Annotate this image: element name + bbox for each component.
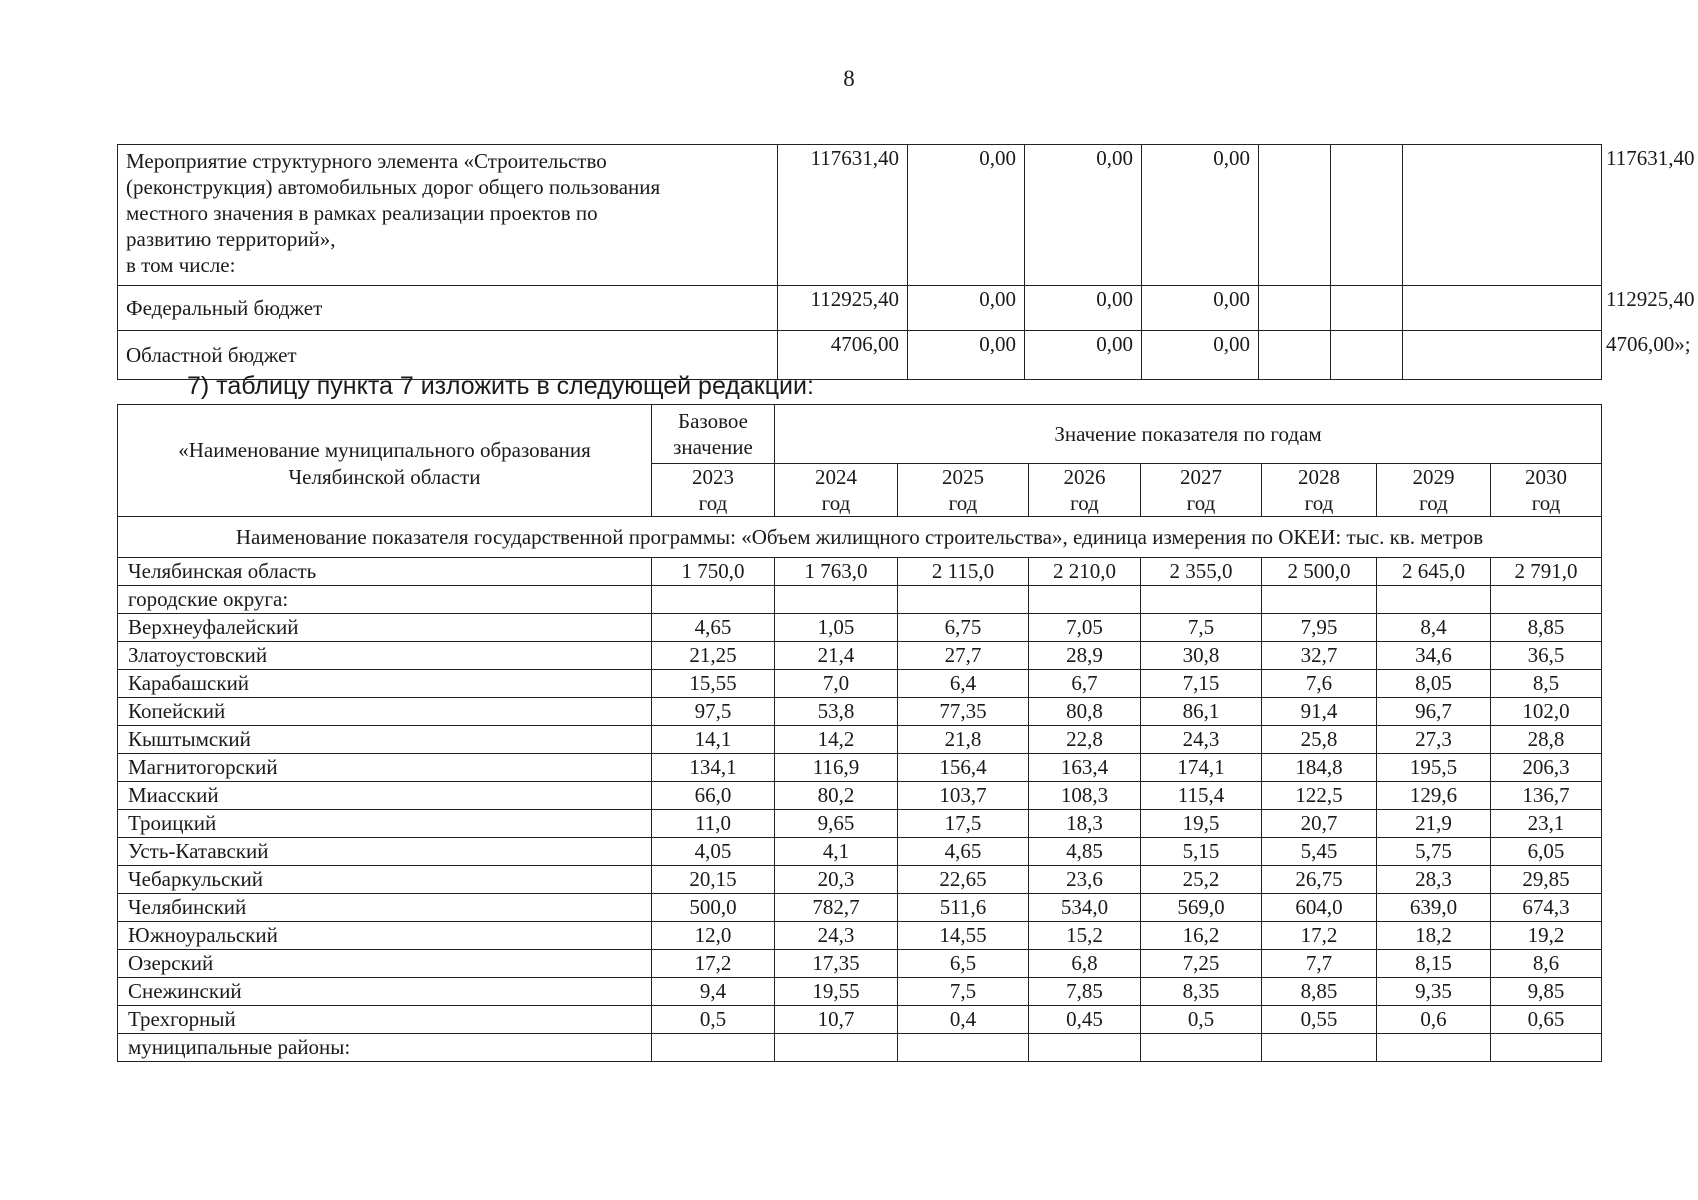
value-cell: 174,1: [1141, 754, 1262, 782]
value-cell: 29,85: [1491, 866, 1602, 894]
municipality-name: Кыштымский: [118, 726, 652, 754]
value-cell: 2 355,0: [1141, 558, 1262, 586]
value-cell: 0,55: [1262, 1006, 1377, 1034]
budget-value-cell: 0,00: [908, 145, 1025, 286]
value-cell: [1029, 586, 1141, 614]
municipality-name: Челябинский: [118, 894, 652, 922]
value-cell: 34,6: [1377, 642, 1491, 670]
value-cell: 1 763,0: [775, 558, 898, 586]
value-cell: [1491, 1034, 1602, 1062]
value-cell: 511,6: [898, 894, 1029, 922]
value-cell: 8,6: [1491, 950, 1602, 978]
municipality-name: Миасский: [118, 782, 652, 810]
value-cell: 604,0: [1262, 894, 1377, 922]
municipality-name: Снежинский: [118, 978, 652, 1006]
table-row: [118, 1034, 1602, 1062]
value-cell: [898, 586, 1029, 614]
value-cell: 25,2: [1141, 866, 1262, 894]
value-cell: 0,45: [1029, 1006, 1141, 1034]
value-cell: 8,05: [1377, 670, 1491, 698]
year-label: 2030: [1525, 465, 1568, 489]
value-cell: [1377, 1034, 1491, 1062]
value-cell: 5,15: [1141, 838, 1262, 866]
year-label: 2029: [1412, 465, 1455, 489]
budget-value-cell: [1259, 145, 1331, 286]
value-cell: 7,05: [1029, 614, 1141, 642]
value-cell: 103,7: [898, 782, 1029, 810]
value-cell: 116,9: [775, 754, 898, 782]
value-cell: 6,05: [1491, 838, 1602, 866]
value-cell: 14,55: [898, 922, 1029, 950]
budget-row: Областной бюджет 4706,00 0,00 0,00 0,00 4706,00»;: [118, 331, 1602, 380]
value-cell: 136,7: [1491, 782, 1602, 810]
year-header-cell: [1141, 464, 1262, 517]
value-cell: 122,5: [1262, 782, 1377, 810]
value-cell: 8,85: [1491, 614, 1602, 642]
value-cell: 6,4: [898, 670, 1029, 698]
municipality-name: Магнитогорский: [118, 754, 652, 782]
budget-value-cell: [1331, 145, 1403, 286]
municipality-name: Златоустовский: [118, 642, 652, 670]
value-cell: 0,6: [1377, 1006, 1491, 1034]
budget-value-cell: 0,00: [1142, 286, 1259, 331]
municipality-header-line2: Челябинской области: [288, 464, 481, 489]
value-cell: 102,0: [1491, 698, 1602, 726]
table-row: [118, 1006, 1602, 1034]
value-cell: 115,4: [1141, 782, 1262, 810]
budget-value-cell: [1331, 331, 1403, 380]
value-cell: 0,65: [1491, 1006, 1602, 1034]
municipality-name: городские округа:: [118, 586, 652, 614]
value-cell: 782,7: [775, 894, 898, 922]
value-cell: 53,8: [775, 698, 898, 726]
budget-value-cell: [1331, 286, 1403, 331]
value-cell: 15,55: [652, 670, 775, 698]
value-cell: 108,3: [1029, 782, 1141, 810]
budget-value-cell: 0,00: [1025, 145, 1142, 286]
value-cell: 22,65: [898, 866, 1029, 894]
value-cell: 97,5: [652, 698, 775, 726]
value-cell: 2 791,0: [1491, 558, 1602, 586]
municipality-name: Южноуральский: [118, 922, 652, 950]
value-cell: 21,8: [898, 726, 1029, 754]
table-row: [118, 754, 1602, 782]
year-header-cell: [652, 464, 775, 517]
value-cell: 66,0: [652, 782, 775, 810]
value-cell: 80,2: [775, 782, 898, 810]
value-cell: 14,1: [652, 726, 775, 754]
value-cell: 0,5: [652, 1006, 775, 1034]
municipality-name: Трехгорный: [118, 1006, 652, 1034]
value-cell: 17,2: [652, 950, 775, 978]
value-cell: 5,45: [1262, 838, 1377, 866]
budget-value-cell: [1403, 286, 1602, 331]
budget-row: Мероприятие структурного элемента «Строительство (реконструкция) автомобильных дорог общего пользования местного значения в рамках реализации проектов по развитию территорий», в том числе: 117631,40 0,00 0,00 0,00 117631,40: [118, 145, 1602, 286]
value-cell: [1377, 586, 1491, 614]
budget-row-name-line: Мероприятие структурного элемента «Строительство: [126, 149, 607, 173]
year-suffix-label: год: [1070, 491, 1099, 515]
value-cell: 11,0: [652, 810, 775, 838]
value-cell: 0,5: [1141, 1006, 1262, 1034]
municipality-column-header: [118, 405, 652, 517]
table-row: [118, 922, 1602, 950]
table-row: [118, 978, 1602, 1006]
value-cell: 23,6: [1029, 866, 1141, 894]
value-cell: [652, 1034, 775, 1062]
base-header-line1: Базовое: [678, 409, 748, 433]
value-cell: 96,7: [1377, 698, 1491, 726]
year-label: 2024: [815, 465, 857, 489]
value-cell: 15,2: [1029, 922, 1141, 950]
value-cell: 19,55: [775, 978, 898, 1006]
year-header-cell: [1377, 464, 1491, 517]
value-cell: [1141, 1034, 1262, 1062]
year-label: 2025: [942, 465, 984, 489]
value-cell: 25,8: [1262, 726, 1377, 754]
budget-row-name-line: развитию территорий»,: [126, 227, 336, 251]
municipality-name: Копейский: [118, 698, 652, 726]
value-cell: [775, 586, 898, 614]
table-row: [118, 726, 1602, 754]
value-cell: 22,8: [1029, 726, 1141, 754]
value-cell: 17,35: [775, 950, 898, 978]
value-cell: 21,9: [1377, 810, 1491, 838]
value-cell: 7,15: [1141, 670, 1262, 698]
table-row: [118, 894, 1602, 922]
page-number: 8: [843, 66, 855, 91]
value-cell: 2 115,0: [898, 558, 1029, 586]
value-cell: 5,75: [1377, 838, 1491, 866]
year-suffix-label: год: [1419, 491, 1448, 515]
table-row: [118, 586, 1602, 614]
table-row: [118, 670, 1602, 698]
value-cell: 129,6: [1377, 782, 1491, 810]
value-cell: 6,75: [898, 614, 1029, 642]
year-header-cell: [1029, 464, 1141, 517]
value-cell: 28,3: [1377, 866, 1491, 894]
budget-value-cell: 0,00: [1142, 331, 1259, 380]
budget-value-cell: 0,00: [908, 286, 1025, 331]
value-cell: 17,5: [898, 810, 1029, 838]
value-cell: 9,65: [775, 810, 898, 838]
value-cell: 6,7: [1029, 670, 1141, 698]
value-cell: 19,2: [1491, 922, 1602, 950]
year-label: 2023: [692, 465, 734, 489]
budget-row-name-line: в том числе:: [126, 253, 236, 277]
value-cell: 17,2: [1262, 922, 1377, 950]
value-cell: [1029, 1034, 1141, 1062]
value-cell: 26,75: [1262, 866, 1377, 894]
budget-value-cell: [1259, 286, 1331, 331]
municipality-header-line1: «Наименование муниципального образования: [178, 437, 591, 462]
header-row-1: [118, 405, 1602, 464]
value-cell: 21,25: [652, 642, 775, 670]
value-cell: 20,3: [775, 866, 898, 894]
table-row: [118, 698, 1602, 726]
budget-value-cell: 0,00: [1142, 145, 1259, 286]
year-suffix-label: год: [1531, 491, 1561, 515]
year-label: 2027: [1180, 465, 1222, 489]
value-cell: 7,25: [1141, 950, 1262, 978]
year-header-cell: [1262, 464, 1377, 517]
value-cell: 7,0: [775, 670, 898, 698]
value-cell: 14,2: [775, 726, 898, 754]
budget-row-name: [118, 145, 778, 286]
table-row: [118, 838, 1602, 866]
table-row: [118, 558, 1602, 586]
value-cell: 674,3: [1491, 894, 1602, 922]
year-header-cell: [775, 464, 898, 517]
budget-value-cell: 0,00: [1025, 286, 1142, 331]
value-cell: 7,5: [898, 978, 1029, 1006]
housing-construction-table: [117, 404, 1602, 1062]
value-cell: 134,1: [652, 754, 775, 782]
value-cell: 24,3: [1141, 726, 1262, 754]
year-suffix-label: год: [948, 491, 978, 515]
value-cell: 7,6: [1262, 670, 1377, 698]
value-cell: 534,0: [1029, 894, 1141, 922]
instruction-text: 7) таблицу пункта 7 изложить в следующей редакции:: [187, 372, 814, 400]
value-cell: 36,5: [1491, 642, 1602, 670]
table-row: [118, 782, 1602, 810]
budget-row-name-line: Областной бюджет: [126, 343, 297, 367]
value-cell: 7,7: [1262, 950, 1377, 978]
table-row: [118, 866, 1602, 894]
budget-value-cell: [1259, 331, 1331, 380]
value-cell: 4,65: [652, 614, 775, 642]
value-cell: 4,05: [652, 838, 775, 866]
value-cell: 27,7: [898, 642, 1029, 670]
year-header-cell: [898, 464, 1029, 517]
value-cell: 1,05: [775, 614, 898, 642]
value-cell: 7,85: [1029, 978, 1141, 1006]
budget-value-cell: 112925,40: [778, 286, 908, 331]
value-cell: 20,7: [1262, 810, 1377, 838]
value-cell: 10,7: [775, 1006, 898, 1034]
value-cell: 184,8: [1262, 754, 1377, 782]
value-cell: 23,1: [1491, 810, 1602, 838]
municipality-name: Верхнеуфалейский: [118, 614, 652, 642]
year-suffix-label: год: [1304, 491, 1334, 515]
budget-row-name: [118, 286, 778, 331]
value-cell: 569,0: [1141, 894, 1262, 922]
indicator-row: [118, 517, 1602, 558]
value-cell: 27,3: [1377, 726, 1491, 754]
year-suffix-label: год: [1186, 491, 1216, 515]
budget-row: Федеральный бюджет 112925,40 0,00 0,00 0,00 112925,40: [118, 286, 1602, 331]
value-cell: 8,15: [1377, 950, 1491, 978]
year-header-cell: [1491, 464, 1602, 517]
value-cell: 8,4: [1377, 614, 1491, 642]
value-cell: 32,7: [1262, 642, 1377, 670]
value-cell: 500,0: [652, 894, 775, 922]
budget-row-name-line: (реконструкция) автомобильных дорог общего пользования: [126, 175, 661, 199]
budget-value-cell: 117631,40: [778, 145, 908, 286]
values-by-year-header: Значение показателя по годам: [775, 405, 1602, 464]
value-cell: [1262, 1034, 1377, 1062]
budget-value-cell: 4706,00: [778, 331, 908, 380]
base-header-line2: значение: [673, 435, 753, 459]
value-cell: 19,5: [1141, 810, 1262, 838]
value-cell: [898, 1034, 1029, 1062]
value-cell: 6,5: [898, 950, 1029, 978]
budget-value-cell: 0,00: [908, 331, 1025, 380]
value-cell: 8,35: [1141, 978, 1262, 1006]
value-cell: 24,3: [775, 922, 898, 950]
value-cell: 206,3: [1491, 754, 1602, 782]
value-cell: [652, 586, 775, 614]
value-cell: [775, 1034, 898, 1062]
year-label: 2028: [1298, 465, 1340, 489]
value-cell: 9,4: [652, 978, 775, 1006]
budget-row-name-line: Федеральный бюджет: [126, 296, 323, 320]
value-cell: 91,4: [1262, 698, 1377, 726]
value-cell: 4,85: [1029, 838, 1141, 866]
value-cell: 28,9: [1029, 642, 1141, 670]
value-cell: 639,0: [1377, 894, 1491, 922]
municipality-name: Челябинская область: [118, 558, 652, 586]
value-cell: 4,1: [775, 838, 898, 866]
budget-value-cell: [1403, 331, 1602, 380]
value-cell: [1141, 586, 1262, 614]
municipality-name: Карабашский: [118, 670, 652, 698]
value-cell: 21,4: [775, 642, 898, 670]
value-cell: 9,85: [1491, 978, 1602, 1006]
value-cell: 8,5: [1491, 670, 1602, 698]
year-suffix-label: год: [821, 491, 851, 515]
table-row: [118, 810, 1602, 838]
value-cell: 7,95: [1262, 614, 1377, 642]
value-cell: 195,5: [1377, 754, 1491, 782]
value-cell: 28,8: [1491, 726, 1602, 754]
value-cell: 2 645,0: [1377, 558, 1491, 586]
indicator-name: Наименование показателя государственной программы: «Объем жилищного строительства», единица измерения по ОКЕИ: тыс. кв. метров: [118, 517, 1602, 558]
budget-value-cell: [1403, 145, 1602, 286]
value-cell: 77,35: [898, 698, 1029, 726]
municipality-name: муниципальные районы:: [118, 1034, 652, 1062]
value-cell: 6,8: [1029, 950, 1141, 978]
value-cell: 80,8: [1029, 698, 1141, 726]
value-cell: 7,5: [1141, 614, 1262, 642]
budget-value-cell: 0,00: [1025, 331, 1142, 380]
value-cell: 86,1: [1141, 698, 1262, 726]
value-cell: 2 500,0: [1262, 558, 1377, 586]
value-cell: 2 210,0: [1029, 558, 1141, 586]
municipality-name: Чебаркульский: [118, 866, 652, 894]
municipality-name: Озерский: [118, 950, 652, 978]
municipality-name: Усть-Катавский: [118, 838, 652, 866]
table-row: [118, 950, 1602, 978]
value-cell: 16,2: [1141, 922, 1262, 950]
value-cell: 18,3: [1029, 810, 1141, 838]
year-label: 2026: [1063, 465, 1106, 489]
table-row: [118, 614, 1602, 642]
value-cell: [1491, 586, 1602, 614]
value-cell: 8,85: [1262, 978, 1377, 1006]
value-cell: 20,15: [652, 866, 775, 894]
value-cell: [1262, 586, 1377, 614]
budget-table: [117, 144, 1695, 380]
value-cell: 30,8: [1141, 642, 1262, 670]
value-cell: 18,2: [1377, 922, 1491, 950]
year-suffix-label: год: [698, 491, 728, 515]
value-cell: 1 750,0: [652, 558, 775, 586]
value-cell: 0,4: [898, 1006, 1029, 1034]
value-cell: 12,0: [652, 922, 775, 950]
base-value-header: [652, 405, 775, 464]
table-row: [118, 642, 1602, 670]
value-cell: 163,4: [1029, 754, 1141, 782]
value-cell: 4,65: [898, 838, 1029, 866]
value-cell: 9,35: [1377, 978, 1491, 1006]
budget-row-name-line: местного значения в рамках реализации проектов по: [126, 201, 598, 225]
municipality-name: Троицкий: [118, 810, 652, 838]
value-cell: 156,4: [898, 754, 1029, 782]
